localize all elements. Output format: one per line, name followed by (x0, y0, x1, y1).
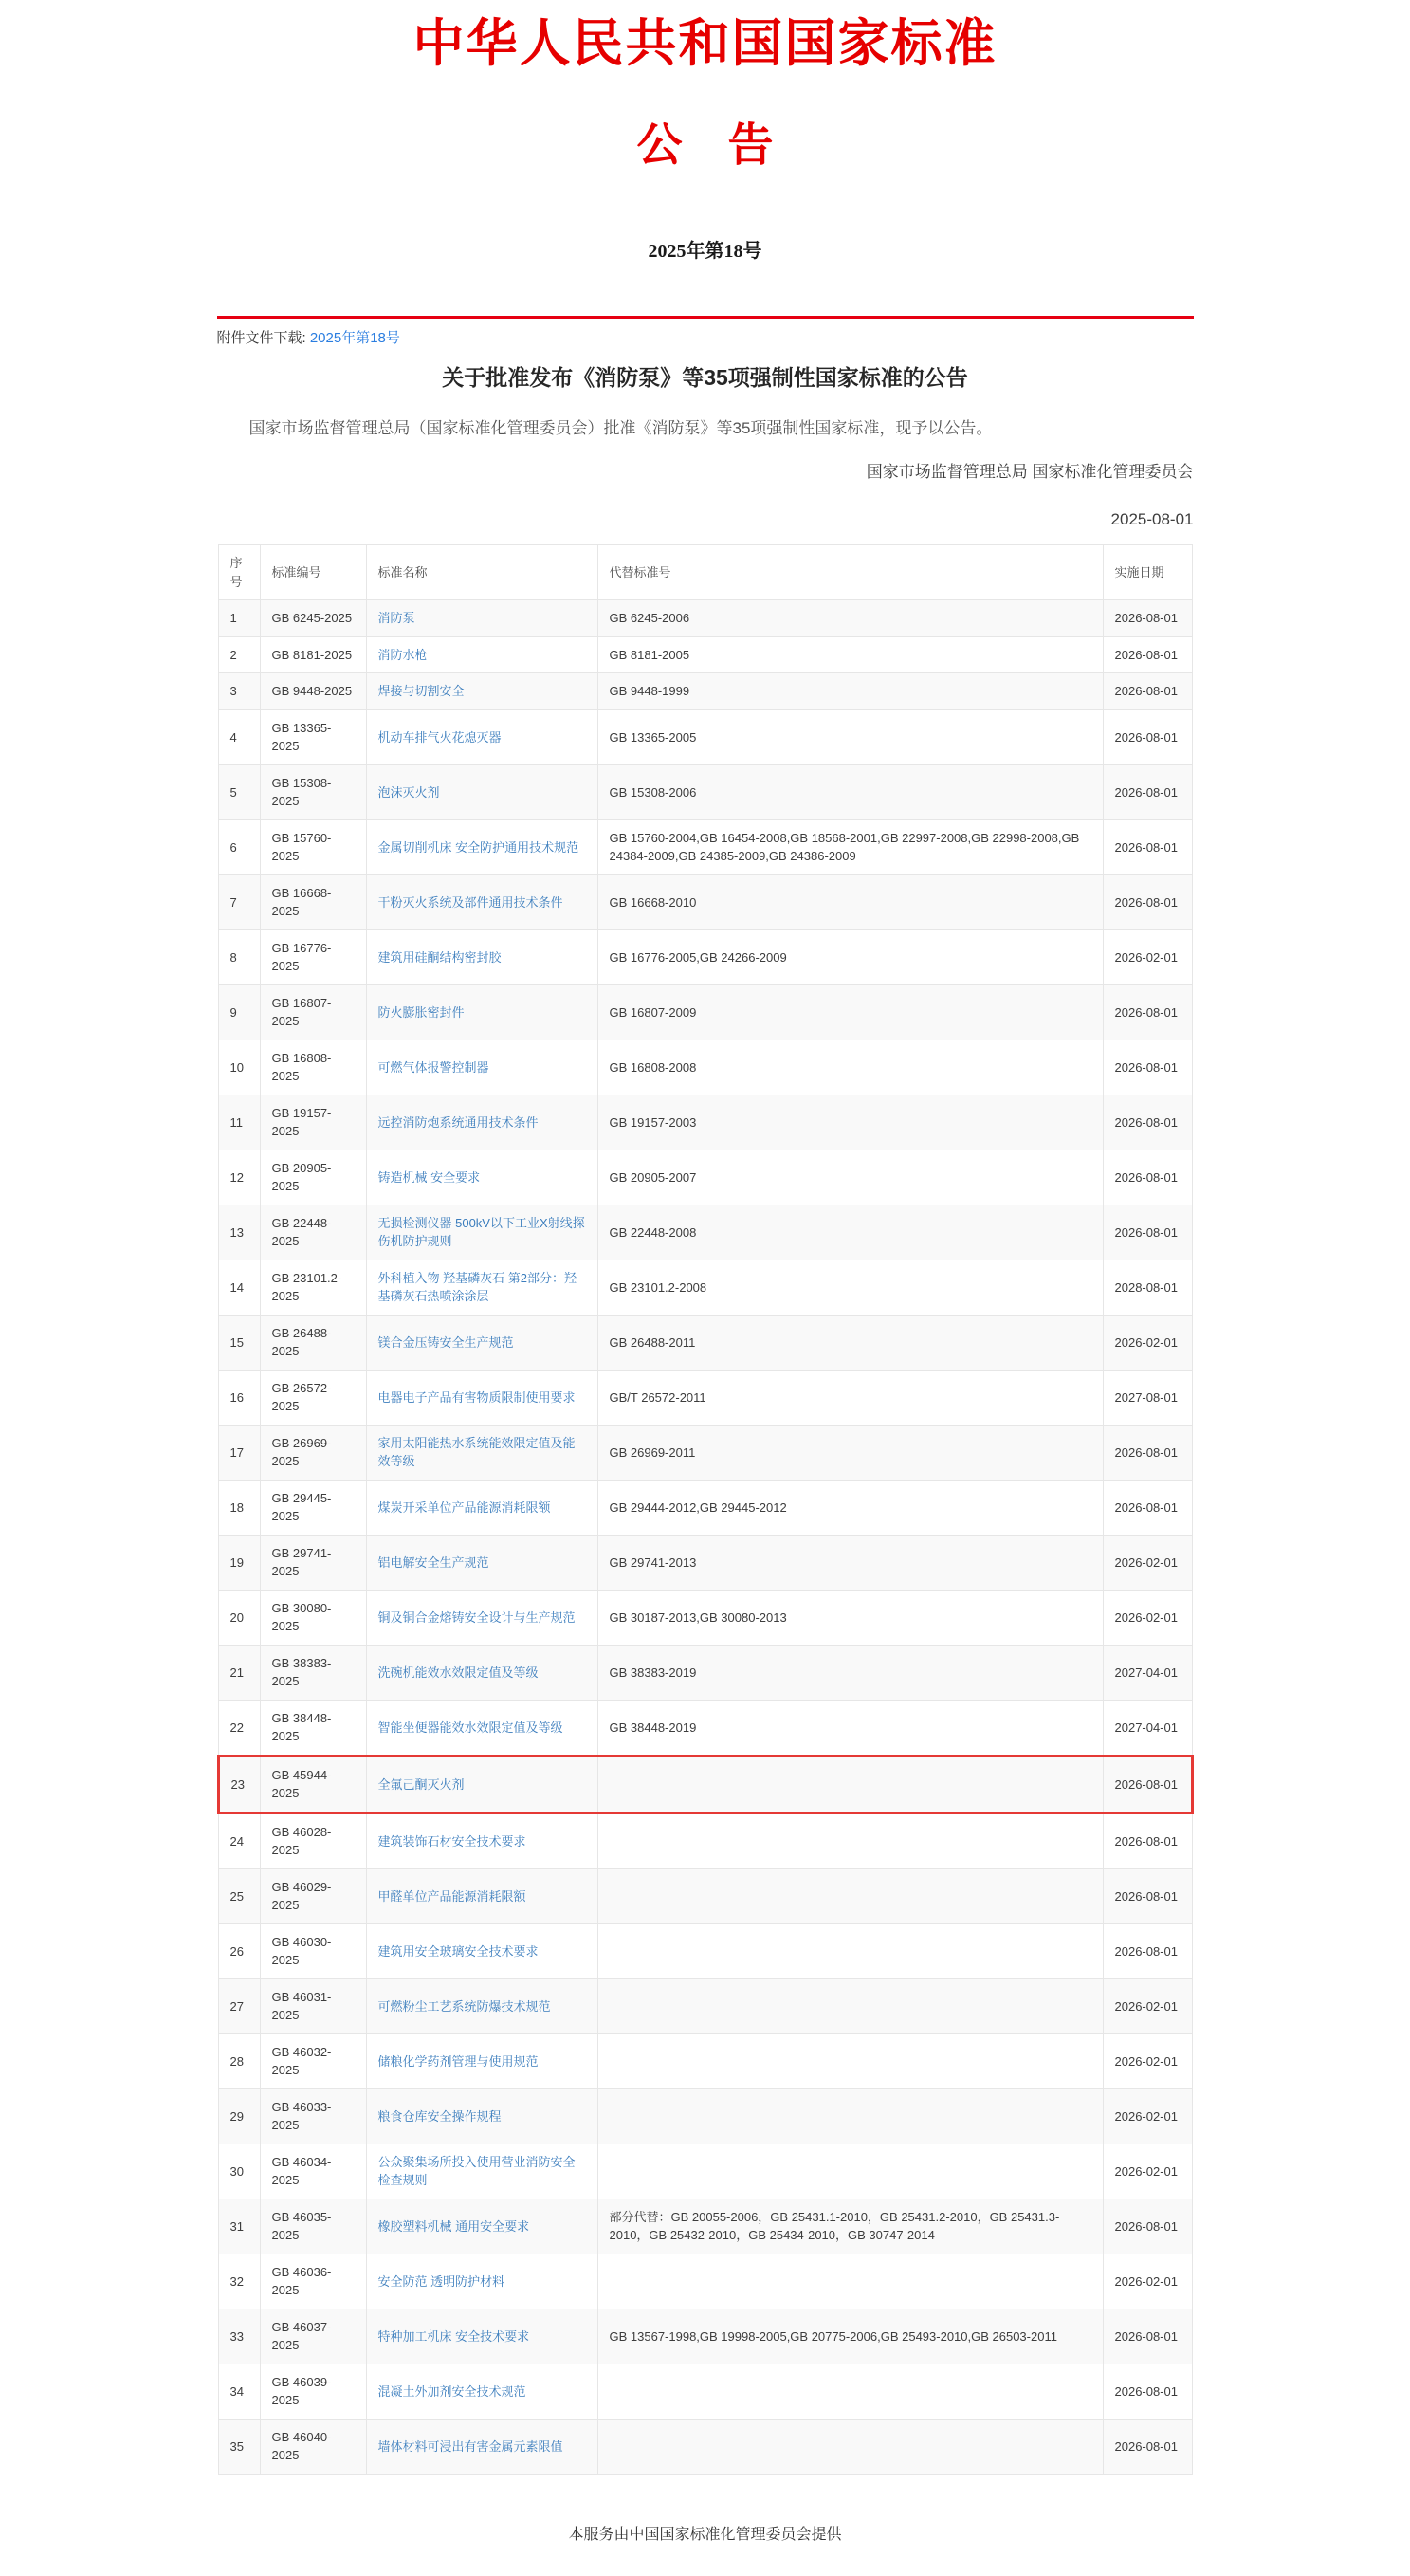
standard-name-link[interactable]: 智能坐便器能效水效限定值及等级 (377, 1720, 563, 1735)
cell-standard-name (366, 1150, 597, 1205)
cell-seq-number: 23 (218, 1756, 260, 1812)
table-row (218, 984, 1192, 1040)
table-row (218, 929, 1192, 984)
cell-implementation-date: 2026-02-01 (1103, 1978, 1192, 2033)
cell-implementation-date: 2026-08-01 (1103, 1812, 1192, 1868)
header-seq: 序号 (218, 545, 260, 600)
standard-name-link[interactable]: 混凝土外加剂安全技术规范 (377, 2383, 526, 2399)
cell-implementation-date: 2026-02-01 (1103, 2144, 1192, 2199)
cell-standard-code: GB 16807-2025 (260, 984, 366, 1040)
cell-replaced-codes: GB 16668-2010 (597, 874, 1103, 929)
cell-implementation-date: 2026-08-01 (1103, 2309, 1192, 2364)
cell-standard-name (366, 1812, 597, 1868)
cell-seq-number: 7 (218, 874, 260, 929)
footer-note: 本服务由中国国家标准化管理委员会提供 (568, 2526, 842, 2543)
cell-standard-code: GB 20905-2025 (260, 1150, 366, 1205)
announcement-body: 国家市场监督管理总局（国家标准化管理委员会）批准《消防泵》等35项强制性国家标准，现予以公告。 (248, 419, 993, 438)
cell-implementation-date: 2026-08-01 (1103, 600, 1192, 637)
standard-name-link[interactable]: 煤炭开采单位产品能源消耗限额 (377, 1500, 551, 1515)
table-row (218, 2088, 1192, 2144)
standard-name-link[interactable]: 特种加工机床 安全技术要求 (377, 2328, 530, 2344)
cell-standard-name (366, 1535, 597, 1590)
cell-standard-name (366, 2199, 597, 2254)
table-row (218, 673, 1192, 710)
cell-seq-number: 5 (218, 764, 260, 819)
cell-seq-number: 8 (218, 929, 260, 984)
cell-standard-code: GB 8181-2025 (260, 636, 366, 673)
cell-standard-name (366, 819, 597, 874)
cell-replaced-codes (597, 1756, 1103, 1812)
cell-replaced-codes (597, 2254, 1103, 2309)
cell-standard-name (366, 1645, 597, 1700)
cell-standard-name (366, 636, 597, 673)
cell-seq-number: 18 (218, 1480, 260, 1535)
cell-standard-name (366, 984, 597, 1040)
standard-name-link[interactable]: 无损检测仪器 500kV以下工业X射线探伤机防护规则 (377, 1215, 585, 1249)
cell-seq-number: 31 (218, 2199, 260, 2254)
table-row (218, 1978, 1192, 2033)
cell-standard-name (366, 1978, 597, 2033)
cell-implementation-date: 2026-02-01 (1103, 1315, 1192, 1370)
table-header-row (218, 545, 1192, 600)
page-subtitle: 公 告 (636, 120, 774, 171)
cell-seq-number: 24 (218, 1812, 260, 1868)
table-row (218, 2033, 1192, 2088)
standard-name-link[interactable]: 铜及铜合金熔铸安全设计与生产规范 (377, 1610, 576, 1625)
standard-name-link[interactable]: 甲醛单位产品能源消耗限额 (377, 1888, 526, 1904)
cell-replaced-codes: GB 38383-2019 (597, 1645, 1103, 1700)
cell-standard-code: GB 16776-2025 (260, 929, 366, 984)
cell-implementation-date: 2027-04-01 (1103, 1645, 1192, 1700)
header-code: 标准编号 (260, 545, 366, 600)
standard-name-link[interactable]: 安全防范 透明防护材料 (377, 2273, 505, 2289)
cell-implementation-date: 2026-02-01 (1103, 2254, 1192, 2309)
issue-number: 2025年第18号 (648, 241, 762, 263)
cell-replaced-codes: GB 15308-2006 (597, 764, 1103, 819)
cell-replaced-codes (597, 2033, 1103, 2088)
standard-name-link[interactable]: 家用太阳能热水系统能效限定值及能效等级 (377, 1435, 576, 1469)
cell-seq-number: 9 (218, 984, 260, 1040)
standard-name-link[interactable]: 公众聚集场所投入使用营业消防安全检查规则 (377, 2154, 576, 2188)
page-title: 中华人民共和国国家标准 (412, 15, 998, 72)
cell-implementation-date: 2026-08-01 (1103, 1923, 1192, 1978)
cell-replaced-codes: GB 29444-2012,GB 29445-2012 (597, 1480, 1103, 1535)
table-row (218, 1150, 1192, 1205)
cell-implementation-date: 2026-08-01 (1103, 2419, 1192, 2474)
cell-standard-name (366, 1480, 597, 1535)
cell-replaced-codes: GB 16808-2008 (597, 1040, 1103, 1095)
cell-seq-number: 16 (218, 1370, 260, 1425)
cell-standard-name (366, 764, 597, 819)
table-row (218, 1868, 1192, 1923)
cell-replaced-codes: 部分代替：GB 20055-2006，GB 25431.1-2010，GB 25431.2-2010，GB 25431.3-2010，GB 25432-2010，GB 25434-2010，GB 30747-2014 (597, 2199, 1103, 2254)
standard-name-link[interactable]: 防火膨胀密封件 (377, 1004, 465, 1020)
table-row (218, 709, 1192, 764)
standard-name-link[interactable]: 全氟己酮灭火剂 (377, 1776, 465, 1792)
cell-standard-name (366, 2033, 597, 2088)
cell-standard-name (366, 1700, 597, 1756)
cell-standard-code: GB 46029-2025 (260, 1868, 366, 1923)
cell-implementation-date: 2026-08-01 (1103, 984, 1192, 1040)
cell-seq-number: 10 (218, 1040, 260, 1095)
cell-standard-code: GB 46032-2025 (260, 2033, 366, 2088)
cell-seq-number: 14 (218, 1260, 260, 1315)
cell-replaced-codes: GB 13567-1998,GB 19998-2005,GB 20775-2006,GB 25493-2010,GB 26503-2011 (597, 2309, 1103, 2364)
cell-implementation-date: 2026-08-01 (1103, 1756, 1192, 1812)
cell-implementation-date: 2027-08-01 (1103, 1370, 1192, 1425)
cell-standard-code: GB 26572-2025 (260, 1370, 366, 1425)
cell-standard-code: GB 16668-2025 (260, 874, 366, 929)
standard-name-link[interactable]: 建筑装饰石材安全技术要求 (377, 1833, 526, 1849)
standard-name-link[interactable]: 消防泵 (377, 611, 415, 626)
table-row (218, 819, 1192, 874)
standard-name-link[interactable]: 镁合金压铸安全生产规范 (377, 1334, 514, 1350)
cell-standard-code: GB 46028-2025 (260, 1812, 366, 1868)
table-row (218, 1645, 1192, 1700)
cell-replaced-codes (597, 1923, 1103, 1978)
standard-name-link[interactable]: 铝电解安全生产规范 (377, 1555, 489, 1570)
cell-standard-code: GB 6245-2025 (260, 600, 366, 637)
cell-seq-number: 6 (218, 819, 260, 874)
standard-name-link[interactable]: 干粉灭火系统及部件通用技术条件 (377, 894, 563, 910)
cell-standard-name (366, 1205, 597, 1260)
standards-table (217, 544, 1194, 2475)
table-row (218, 2364, 1192, 2419)
table-row (218, 1535, 1192, 1590)
cell-standard-code: GB 26969-2025 (260, 1425, 366, 1480)
cell-implementation-date: 2026-02-01 (1103, 1590, 1192, 1645)
table-row (218, 1700, 1192, 1756)
table-row (218, 1590, 1192, 1645)
standard-name-link[interactable]: 墙体材料可浸出有害金属元素限值 (377, 2438, 563, 2454)
cell-seq-number: 12 (218, 1150, 260, 1205)
table-row (218, 1260, 1192, 1315)
table-row (218, 764, 1192, 819)
cell-standard-code: GB 29741-2025 (260, 1535, 366, 1590)
table-row (218, 600, 1192, 637)
cell-implementation-date: 2026-08-01 (1103, 1480, 1192, 1535)
announcement-page (217, 0, 1194, 2576)
cell-seq-number: 21 (218, 1645, 260, 1700)
cell-standard-name (366, 2364, 597, 2419)
cell-implementation-date: 2026-02-01 (1103, 2088, 1192, 2144)
cell-replaced-codes (597, 2088, 1103, 2144)
cell-standard-code: GB 30080-2025 (260, 1590, 366, 1645)
cell-implementation-date: 2026-08-01 (1103, 673, 1192, 710)
publish-date: 2025-08-01 (1110, 510, 1194, 529)
table-row (218, 1756, 1192, 1812)
cell-standard-name (366, 874, 597, 929)
cell-replaced-codes: GB 8181-2005 (597, 636, 1103, 673)
table-row (218, 1205, 1192, 1260)
cell-seq-number: 26 (218, 1923, 260, 1978)
cell-implementation-date: 2026-02-01 (1103, 929, 1192, 984)
cell-replaced-codes: GB 6245-2006 (597, 600, 1103, 637)
cell-implementation-date: 2026-08-01 (1103, 1425, 1192, 1480)
cell-implementation-date: 2026-08-01 (1103, 2199, 1192, 2254)
cell-standard-name (366, 2254, 597, 2309)
cell-standard-code: GB 46039-2025 (260, 2364, 366, 2419)
cell-standard-name (366, 1923, 597, 1978)
cell-replaced-codes: GB/T 26572-2011 (597, 1370, 1103, 1425)
cell-standard-name (366, 1370, 597, 1425)
cell-seq-number: 17 (218, 1425, 260, 1480)
cell-seq-number: 33 (218, 2309, 260, 2364)
standard-name-link[interactable]: 粮食仓库安全操作规程 (377, 2108, 502, 2124)
cell-seq-number: 15 (218, 1315, 260, 1370)
standard-name-link[interactable]: 建筑用安全玻璃安全技术要求 (377, 1943, 539, 1959)
standard-name-link[interactable]: 橡胶塑料机械 通用安全要求 (377, 2218, 530, 2234)
cell-replaced-codes (597, 2419, 1103, 2474)
attachment-row (217, 327, 1194, 347)
cell-standard-code: GB 38383-2025 (260, 1645, 366, 1700)
cell-seq-number: 27 (218, 1978, 260, 2033)
table-row (218, 1480, 1192, 1535)
attachment-label: 附件文件下载: (216, 330, 306, 347)
cell-standard-name (366, 1095, 597, 1150)
cell-implementation-date: 2026-08-01 (1103, 2364, 1192, 2419)
table-row (218, 1812, 1192, 1868)
cell-standard-code: GB 13365-2025 (260, 709, 366, 764)
cell-replaced-codes: GB 15760-2004,GB 16454-2008,GB 18568-2001,GB 22997-2008,GB 22998-2008,GB 24384-2009,GB 24385-2009,GB 24386-2009 (597, 819, 1103, 874)
cell-implementation-date: 2026-08-01 (1103, 636, 1192, 673)
standard-name-link[interactable]: 建筑用硅酮结构密封胶 (377, 949, 502, 965)
cell-replaced-codes: GB 16807-2009 (597, 984, 1103, 1040)
table-row (218, 1315, 1192, 1370)
cell-standard-name (366, 1425, 597, 1480)
cell-standard-code: GB 22448-2025 (260, 1205, 366, 1260)
cell-seq-number: 4 (218, 709, 260, 764)
cell-implementation-date: 2026-08-01 (1103, 1040, 1192, 1095)
standard-name-link[interactable]: 可燃气体报警控制器 (377, 1059, 489, 1075)
cell-implementation-date: 2026-08-01 (1103, 709, 1192, 764)
table-row (218, 2254, 1192, 2309)
header-name: 标准名称 (366, 545, 597, 600)
cell-seq-number: 19 (218, 1535, 260, 1590)
cell-standard-name (366, 2088, 597, 2144)
standard-name-link[interactable]: 外科植入物 羟基磷灰石 第2部分：羟基磷灰石热喷涂涂层 (377, 1270, 577, 1304)
standard-name-link[interactable]: 远控消防炮系统通用技术条件 (377, 1114, 539, 1130)
standard-name-link[interactable]: 电器电子产品有害物质限制使用要求 (377, 1389, 576, 1405)
cell-seq-number: 3 (218, 673, 260, 710)
table-row (218, 2144, 1192, 2199)
table-row (218, 2309, 1192, 2364)
cell-standard-name (366, 2144, 597, 2199)
cell-standard-code: GB 15760-2025 (260, 819, 366, 874)
cell-standard-code: GB 46034-2025 (260, 2144, 366, 2199)
cell-implementation-date: 2026-02-01 (1103, 2033, 1192, 2088)
standard-name-link[interactable]: 铸造机械 安全要求 (377, 1169, 481, 1185)
standard-name-link[interactable]: 洗碗机能效水效限定值及等级 (377, 1665, 539, 1680)
table-body (218, 600, 1192, 2475)
standard-name-link[interactable]: 泡沫灭火剂 (377, 784, 440, 800)
table-row (218, 636, 1192, 673)
header-replaces: 代替标准号 (597, 545, 1103, 600)
cell-standard-code: GB 38448-2025 (260, 1700, 366, 1756)
cell-standard-name (366, 1868, 597, 1923)
cell-implementation-date: 2026-08-01 (1103, 1868, 1192, 1923)
cell-seq-number: 25 (218, 1868, 260, 1923)
cell-standard-code: GB 15308-2025 (260, 764, 366, 819)
standard-name-link[interactable]: 金属切削机床 安全防护通用技术规范 (377, 839, 579, 855)
cell-standard-name (366, 1756, 597, 1812)
cell-standard-code: GB 46037-2025 (260, 2309, 366, 2364)
cell-replaced-codes (597, 1978, 1103, 2033)
cell-implementation-date: 2026-08-01 (1103, 1095, 1192, 1150)
cell-seq-number: 2 (218, 636, 260, 673)
cell-replaced-codes: GB 38448-2019 (597, 1700, 1103, 1756)
cell-standard-code: GB 46030-2025 (260, 1923, 366, 1978)
cell-standard-name (366, 1040, 597, 1095)
table-row (218, 1425, 1192, 1480)
cell-implementation-date: 2028-08-01 (1103, 1260, 1192, 1315)
cell-replaced-codes: GB 16776-2005,GB 24266-2009 (597, 929, 1103, 984)
table-row (218, 1923, 1192, 1978)
cell-replaced-codes: GB 13365-2005 (597, 709, 1103, 764)
cell-implementation-date: 2026-08-01 (1103, 1205, 1192, 1260)
cell-seq-number: 28 (218, 2033, 260, 2088)
cell-standard-name (366, 600, 597, 637)
cell-standard-name (366, 1590, 597, 1645)
header-date: 实施日期 (1103, 545, 1192, 600)
cell-standard-code: GB 46035-2025 (260, 2199, 366, 2254)
cell-standard-code: GB 23101.2-2025 (260, 1260, 366, 1315)
cell-standard-code: GB 46033-2025 (260, 2088, 366, 2144)
cell-implementation-date: 2026-08-01 (1103, 1150, 1192, 1205)
cell-replaced-codes: GB 29741-2013 (597, 1535, 1103, 1590)
standard-name-link[interactable]: 储粮化学药剂管理与使用规范 (377, 2053, 539, 2069)
red-divider (217, 316, 1194, 319)
cell-standard-code: GB 26488-2025 (260, 1315, 366, 1370)
cell-standard-code: GB 16808-2025 (260, 1040, 366, 1095)
cell-seq-number: 32 (218, 2254, 260, 2309)
cell-replaced-codes: GB 22448-2008 (597, 1205, 1103, 1260)
cell-replaced-codes (597, 2364, 1103, 2419)
cell-standard-name (366, 1260, 597, 1315)
standard-name-link[interactable]: 机动车排气火花熄灭器 (377, 729, 502, 745)
cell-replaced-codes: GB 26488-2011 (597, 1315, 1103, 1370)
cell-implementation-date: 2027-04-01 (1103, 1700, 1192, 1756)
cell-implementation-date: 2026-02-01 (1103, 1535, 1192, 1590)
table-row (218, 2419, 1192, 2474)
cell-implementation-date: 2026-08-01 (1103, 874, 1192, 929)
cell-standard-code: GB 46031-2025 (260, 1978, 366, 2033)
cell-standard-code: GB 45944-2025 (260, 1756, 366, 1812)
attachment-link[interactable]: 2025年第18号 (309, 330, 400, 347)
cell-replaced-codes: GB 19157-2003 (597, 1095, 1103, 1150)
standard-name-link[interactable]: 可燃粉尘工艺系统防爆技术规范 (377, 1998, 551, 2014)
cell-standard-name (366, 929, 597, 984)
standard-name-link[interactable]: 消防水枪 (377, 647, 428, 662)
standard-name-link[interactable]: 焊接与切割安全 (377, 684, 465, 699)
cell-replaced-codes (597, 2144, 1103, 2199)
table-row (218, 874, 1192, 929)
cell-seq-number: 13 (218, 1205, 260, 1260)
cell-replaced-codes: GB 30187-2013,GB 30080-2013 (597, 1590, 1103, 1645)
cell-standard-name (366, 2309, 597, 2364)
cell-standard-code: GB 29445-2025 (260, 1480, 366, 1535)
cell-standard-name (366, 709, 597, 764)
cell-standard-code: GB 19157-2025 (260, 1095, 366, 1150)
table-row (218, 2199, 1192, 2254)
cell-standard-name (366, 673, 597, 710)
cell-standard-code: GB 46036-2025 (260, 2254, 366, 2309)
cell-replaced-codes: GB 26969-2011 (597, 1425, 1103, 1480)
cell-seq-number: 30 (218, 2144, 260, 2199)
announcement-title: 关于批准发布《消防泵》等35项强制性国家标准的公告 (442, 365, 968, 391)
cell-standard-code: GB 46040-2025 (260, 2419, 366, 2474)
table-row (218, 1040, 1192, 1095)
cell-replaced-codes (597, 1868, 1103, 1923)
signature-line: 国家市场监督管理总局 国家标准化管理委员会 (866, 463, 1194, 482)
cell-standard-code: GB 9448-2025 (260, 673, 366, 710)
cell-standard-name (366, 2419, 597, 2474)
cell-replaced-codes (597, 1812, 1103, 1868)
cell-replaced-codes: GB 20905-2007 (597, 1150, 1103, 1205)
cell-replaced-codes: GB 9448-1999 (597, 673, 1103, 710)
table-row (218, 1370, 1192, 1425)
cell-seq-number: 34 (218, 2364, 260, 2419)
cell-seq-number: 35 (218, 2419, 260, 2474)
cell-standard-name (366, 1315, 597, 1370)
table-row (218, 1095, 1192, 1150)
cell-seq-number: 20 (218, 1590, 260, 1645)
cell-replaced-codes: GB 23101.2-2008 (597, 1260, 1103, 1315)
cell-implementation-date: 2026-08-01 (1103, 764, 1192, 819)
cell-seq-number: 11 (218, 1095, 260, 1150)
cell-implementation-date: 2026-08-01 (1103, 819, 1192, 874)
cell-seq-number: 22 (218, 1700, 260, 1756)
cell-seq-number: 1 (218, 600, 260, 637)
cell-seq-number: 29 (218, 2088, 260, 2144)
